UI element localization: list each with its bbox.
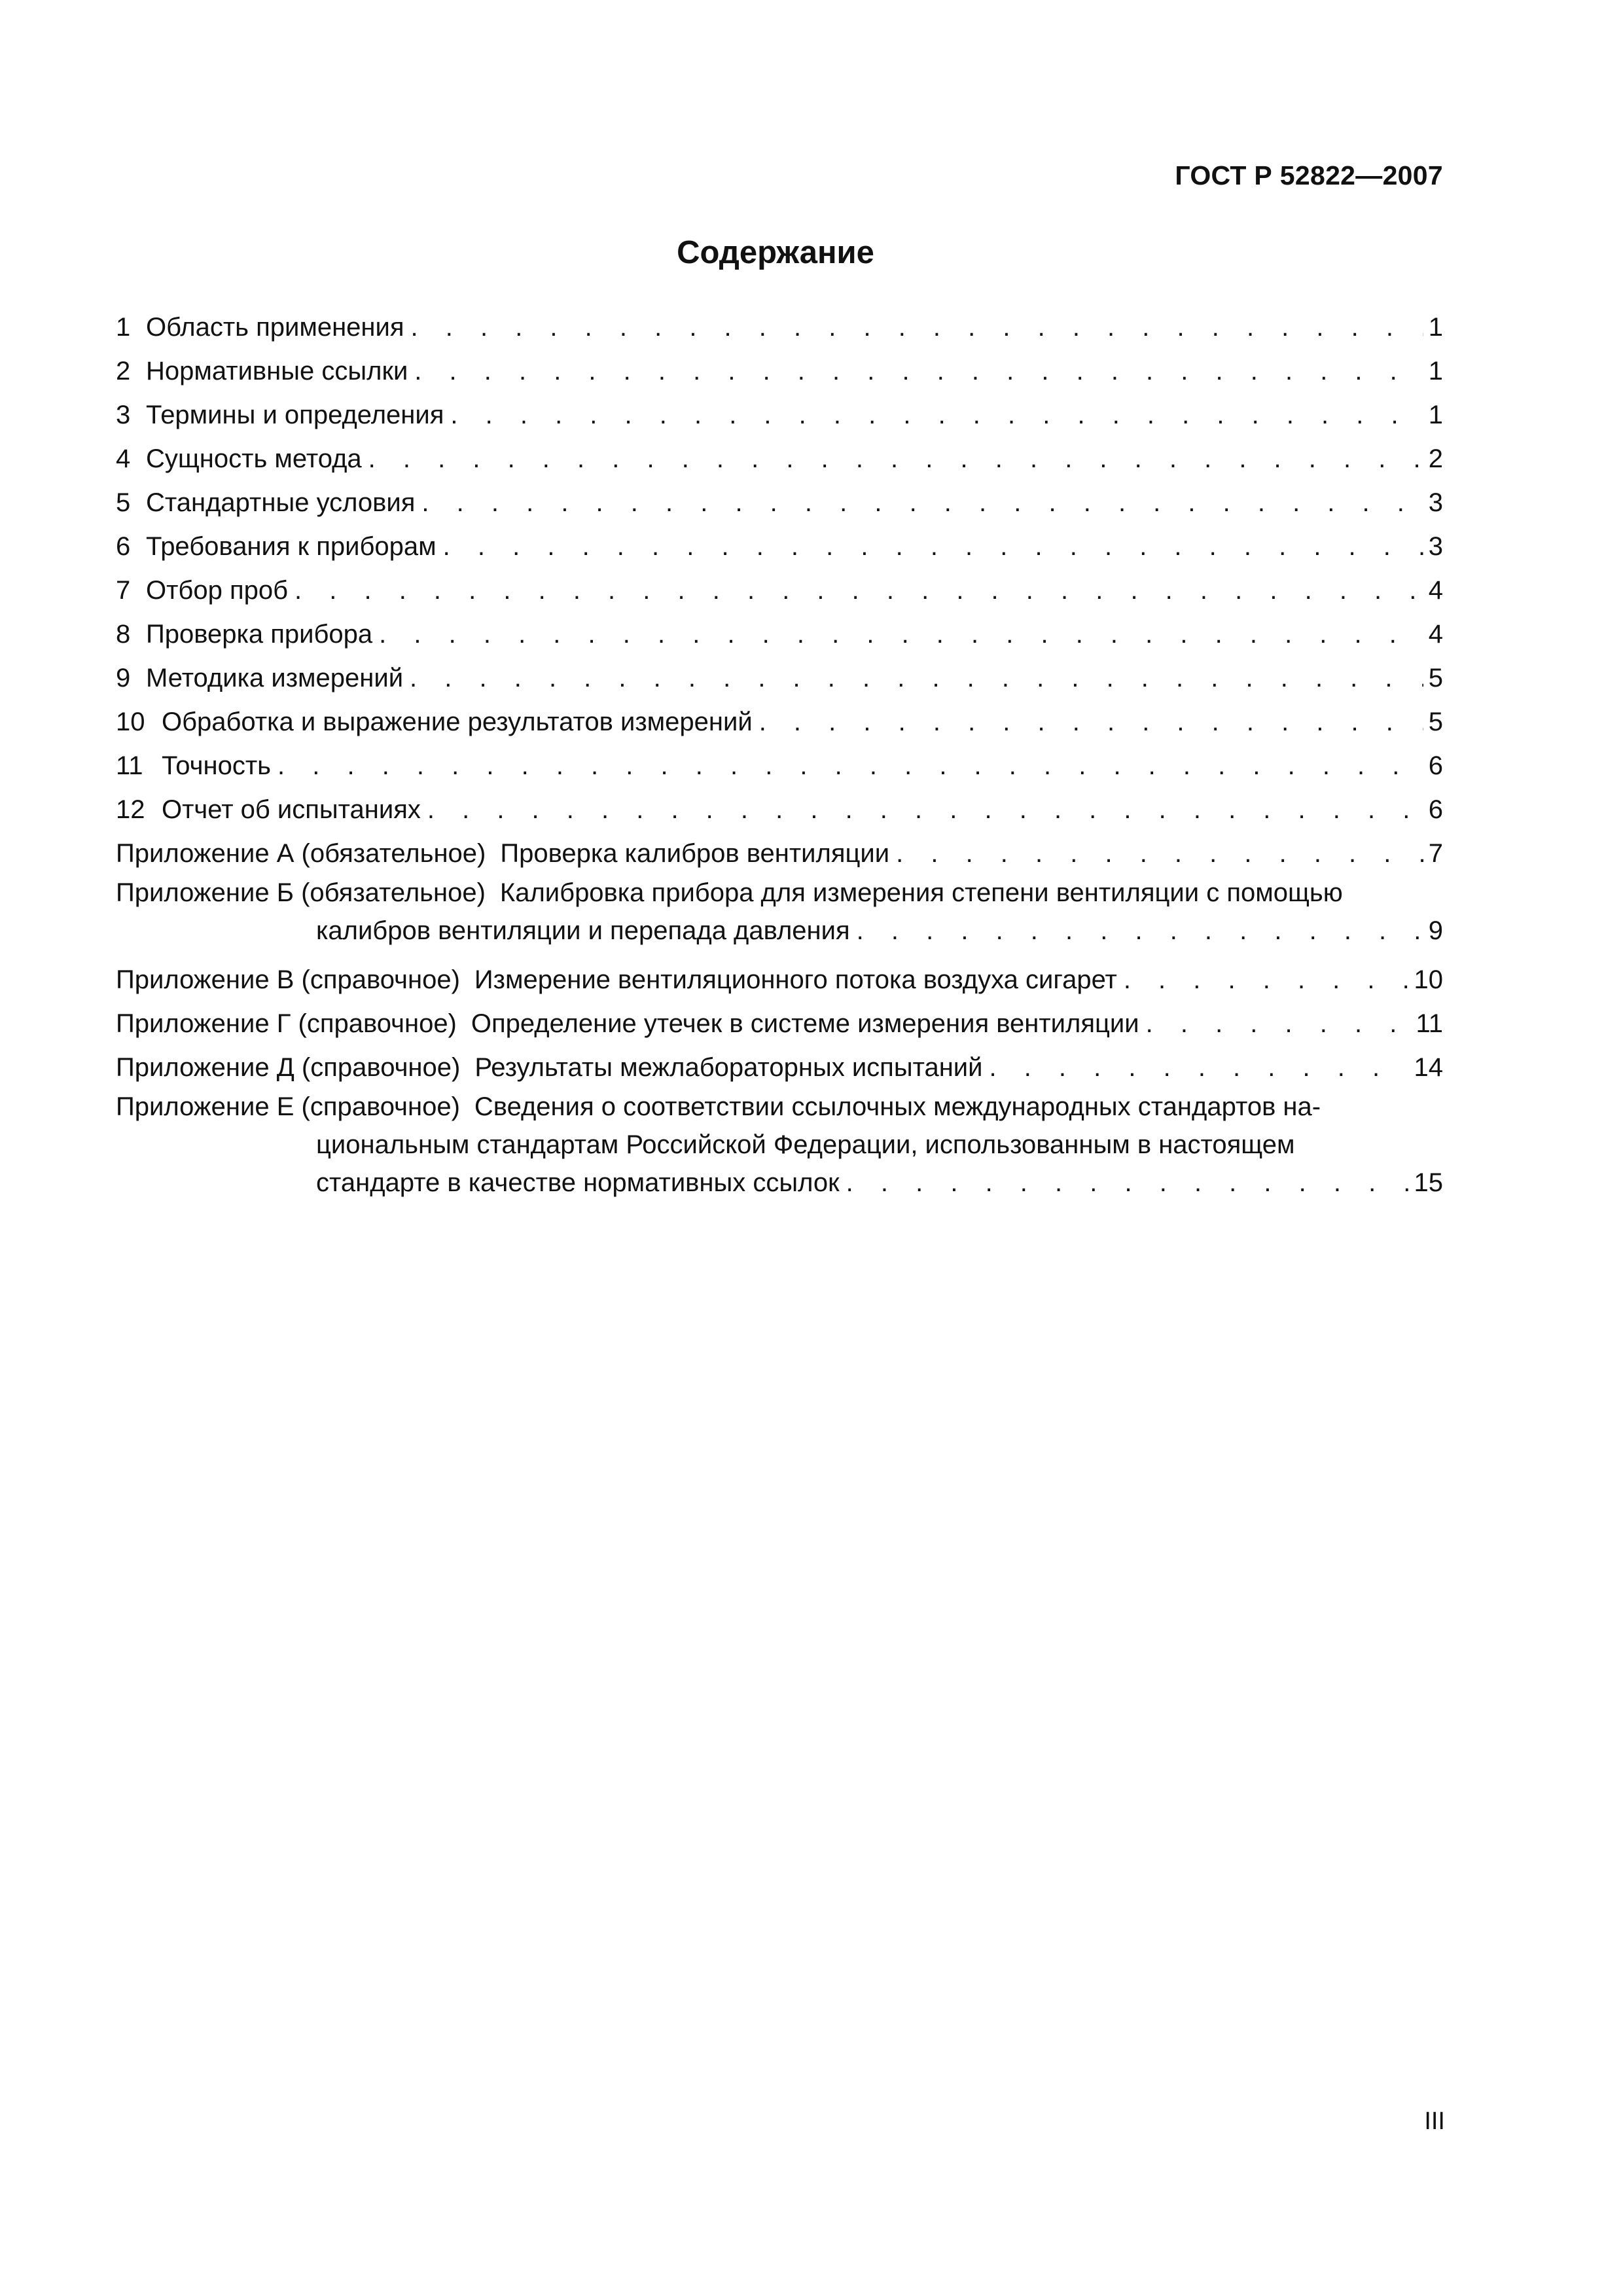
toc-entry[interactable] (116, 782, 1443, 826)
toc-entry-page: 1 (1428, 401, 1443, 429)
dot-leader (410, 662, 1423, 694)
toc-entry-number: 12 (116, 795, 145, 824)
dot-leader (846, 1164, 1409, 1202)
toc-entry-page: 6 (1428, 795, 1443, 824)
toc-entry-number: 5 (116, 488, 131, 517)
annex-title: Результаты межлабораторных испытаний (474, 1053, 983, 1082)
annex-title: Измерение вентиляционного потока воздуха сигарет (474, 965, 1117, 994)
toc-entry-title: Отчет об испытаниях (162, 795, 421, 824)
dot-leader (277, 749, 1423, 782)
dot-leader (421, 486, 1423, 519)
toc-entry-title: Обработка и выражение результатов измерений (162, 708, 753, 736)
toc-entry-title: Сущность метода (146, 444, 362, 473)
toc-entry-number: 7 (116, 576, 131, 605)
toc-entry-number: 8 (116, 620, 131, 649)
dot-leader (759, 706, 1423, 738)
toc-entry[interactable] (116, 563, 1443, 607)
annex-label: Приложение Г (справочное) (116, 1009, 457, 1038)
toc-entry-number: 11 (116, 751, 143, 780)
toc-entry-title: Нормативные ссылки (146, 357, 408, 386)
toc-entry-page: 3 (1428, 532, 1443, 561)
dot-leader (989, 1051, 1408, 1084)
dot-leader (427, 793, 1423, 826)
toc-entry[interactable] (116, 694, 1443, 738)
toc-entry[interactable] (116, 431, 1443, 475)
annex-title-line: стандарте в качестве нормативных ссылок (316, 1168, 840, 1197)
annex-title-line: калибров вентиляции и перепада давления (316, 916, 850, 945)
annex-title: Определение утечек в системе измерения вентиляции (471, 1009, 1139, 1038)
annex-title-line: Калибровка прибора для измерения степени вентиляции с помощью (499, 878, 1343, 907)
toc-entry[interactable] (116, 344, 1443, 387)
dot-leader (1124, 963, 1409, 996)
toc-entry-number: 2 (116, 357, 131, 386)
toc-entry[interactable] (116, 387, 1443, 431)
dot-leader (414, 355, 1423, 387)
toc-entry-page: 14 (1414, 1053, 1443, 1082)
toc-heading: Содержание (677, 235, 874, 270)
dot-leader (1146, 1007, 1411, 1040)
toc-annex-entry[interactable] (116, 996, 1443, 1040)
toc-annex-entry[interactable] (116, 826, 1443, 870)
toc-entry-page: 5 (1428, 708, 1443, 736)
standard-code: ГОСТ Р 52822—2007 (1175, 160, 1443, 190)
toc-entry-page: 5 (1428, 664, 1443, 692)
annex-label: Приложение Д (справочное) (116, 1053, 461, 1082)
toc-entry-page: 6 (1428, 751, 1443, 780)
toc-entry-title: Проверка прибора (146, 620, 373, 649)
toc-annex-entry[interactable] (116, 1040, 1443, 1084)
table-of-contents (116, 300, 1443, 1204)
annex-title: Проверка калибров вентиляции (500, 839, 890, 868)
annex-label: Приложение Б (обязательное) (116, 878, 486, 907)
dot-leader (896, 837, 1423, 870)
dot-leader (294, 574, 1423, 607)
dot-leader (411, 311, 1423, 344)
toc-entry-number: 4 (116, 444, 131, 473)
toc-entry-title: Требования к приборам (146, 532, 437, 561)
annex-title-line: циональным стандартам Российской Федерации, использованным в настоящем (316, 1130, 1295, 1159)
toc-entry[interactable] (116, 475, 1443, 519)
toc-entry[interactable] (116, 519, 1443, 563)
toc-entry[interactable] (116, 738, 1443, 782)
toc-entry-page: 4 (1428, 620, 1443, 649)
toc-entry-page: 7 (1428, 839, 1443, 868)
annex-label: Приложение Е (справочное) (116, 1092, 460, 1121)
toc-entry-number: 1 (116, 313, 131, 342)
annex-title-line: Сведения о соответствии ссылочных международных стандартов на- (474, 1092, 1321, 1121)
toc-entry-page: 9 (1428, 916, 1443, 945)
toc-annex-entry[interactable] (116, 870, 1443, 952)
toc-entry-page: 15 (1414, 1168, 1443, 1197)
toc-annex-entry[interactable] (116, 1084, 1443, 1204)
annex-label: Приложение А (обязательное) (116, 839, 486, 868)
toc-entry-page: 1 (1428, 313, 1443, 342)
toc-entry-title: Точность (162, 751, 272, 780)
toc-entry-title: Методика измерений (146, 664, 404, 692)
toc-entry-title: Область применения (146, 313, 404, 342)
toc-entry-page: 11 (1416, 1009, 1443, 1038)
toc-entry-number: 6 (116, 532, 131, 561)
dot-leader (368, 442, 1423, 475)
toc-entry[interactable] (116, 651, 1443, 694)
toc-entry-title: Термины и определения (146, 401, 444, 429)
toc-entry-number: 3 (116, 401, 131, 429)
dot-leader (857, 912, 1423, 950)
dot-leader (379, 618, 1423, 651)
toc-entry-page: 1 (1428, 357, 1443, 386)
toc-entry-number: 9 (116, 664, 131, 692)
toc-entry-title: Отбор проб (146, 576, 289, 605)
toc-entry-title: Стандартные условия (146, 488, 416, 517)
toc-entry[interactable] (116, 300, 1443, 344)
toc-entry-page: 3 (1428, 488, 1443, 517)
page-number: III (1424, 2108, 1445, 2135)
toc-entry-page: 2 (1428, 444, 1443, 473)
toc-entry-number: 10 (116, 708, 145, 736)
toc-annex-entry[interactable] (116, 952, 1443, 996)
toc-entry-page: 10 (1414, 965, 1443, 994)
toc-entry-page: 4 (1428, 576, 1443, 605)
dot-leader (450, 399, 1423, 431)
annex-label: Приложение В (справочное) (116, 965, 460, 994)
toc-entry[interactable] (116, 607, 1443, 651)
dot-leader (443, 530, 1423, 563)
